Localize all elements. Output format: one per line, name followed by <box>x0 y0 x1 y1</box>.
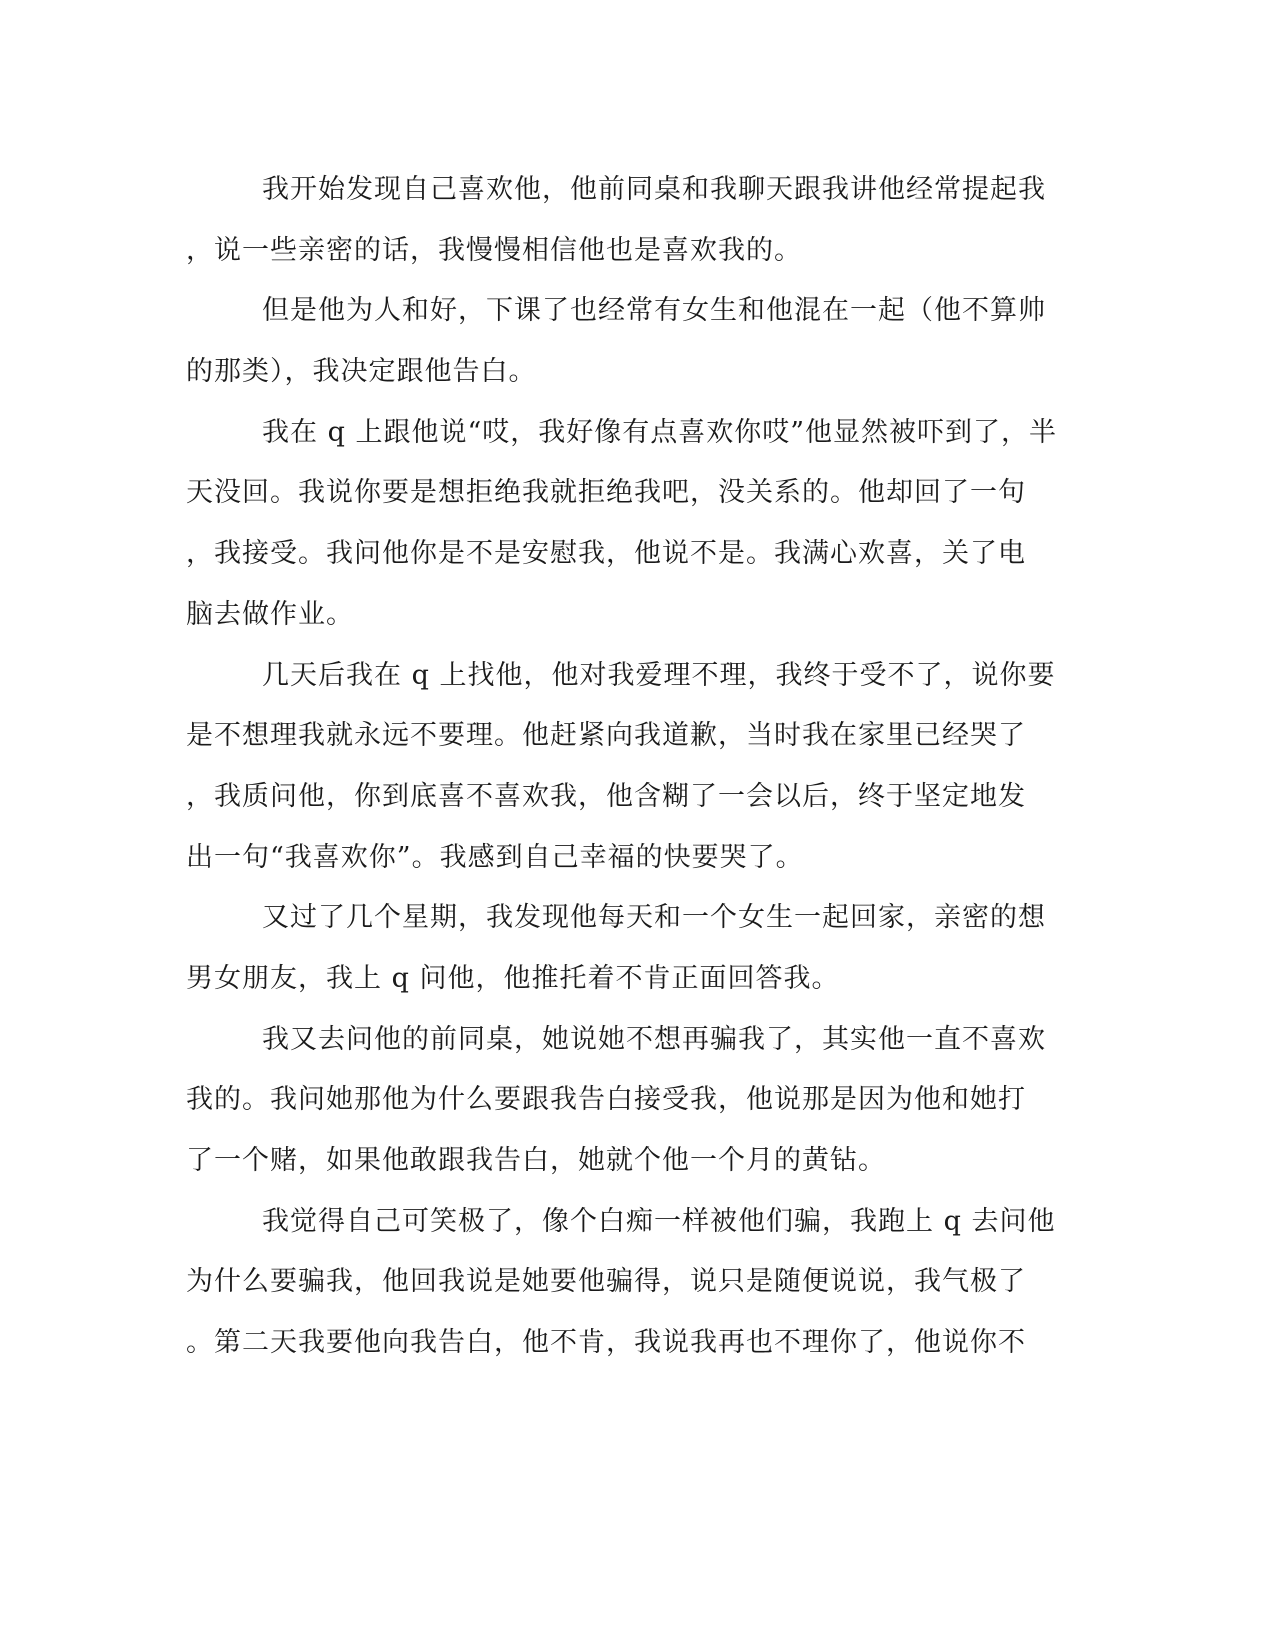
text-line: 的那类），我决定跟他告白。 <box>186 356 537 388</box>
document-body <box>186 160 1066 1374</box>
text-line: 我觉得自己可笑极了，像个白痴一样被他们骗，我跑上 q 去问他 <box>262 1205 1056 1237</box>
text-line: 脑去做作业。 <box>186 598 354 630</box>
text-line: 我的。我问她那他为什么要跟我告白接受我，他说那是因为他和她打 <box>186 1084 1026 1116</box>
text-line: 我开始发现自己喜欢他，他前同桌和我聊天跟我讲他经常提起我 <box>262 174 1046 205</box>
text-line: 是不想理我就永远不要理。他赶紧向我道歉，当时我在家里已经哭了 <box>186 720 1026 752</box>
text-line: 为什么要骗我，他回我说是她要他骗得，说只是随便说说，我气极了 <box>186 1266 1026 1298</box>
text-line: 但是他为人和好，下课了也经常有女生和他混在一起（他不算帅 <box>262 295 1046 327</box>
text-line: 出一句“我喜欢你”。我感到自己幸福的快要哭了。 <box>186 841 804 873</box>
text-line: 。第二天我要他向我告白，他不肯，我说我再也不理你了，他说你不 <box>186 1327 1026 1359</box>
text-line: ，我质问他，你到底喜不喜欢我，他含糊了一会以后，终于坚定地发 <box>186 780 1026 812</box>
text-line: ，说一些亲密的话，我慢慢相信他也是喜欢我的。 <box>186 234 802 266</box>
text-line: 又过了几个星期，我发现他每天和一个女生一起回家，亲密的想 <box>262 902 1046 934</box>
text-line: 男女朋友，我上 q 问他，他推托着不肯正面回答我。 <box>186 962 840 994</box>
text-line: 了一个赌，如果他敢跟我告白，她就个他一个月的黄钻。 <box>186 1145 886 1176</box>
text-line: 我又去问他的前同桌，她说她不想再骗我了，其实他一直不喜欢 <box>262 1023 1046 1055</box>
text-line: 我在 q 上跟他说“哎，我好像有点喜欢你哎”他显然被吓到了，半 <box>262 416 1058 448</box>
text-line: ，我接受。我问他你是不是安慰我，他说不是。我满心欢喜，关了电 <box>186 538 1026 570</box>
text-line: 天没回。我说你要是想拒绝我就拒绝我吧，没关系的。他却回了一句 <box>186 477 1026 509</box>
text-line: 几天后我在 q 上找他，他对我爱理不理，我终于受不了，说你要 <box>262 659 1056 691</box>
